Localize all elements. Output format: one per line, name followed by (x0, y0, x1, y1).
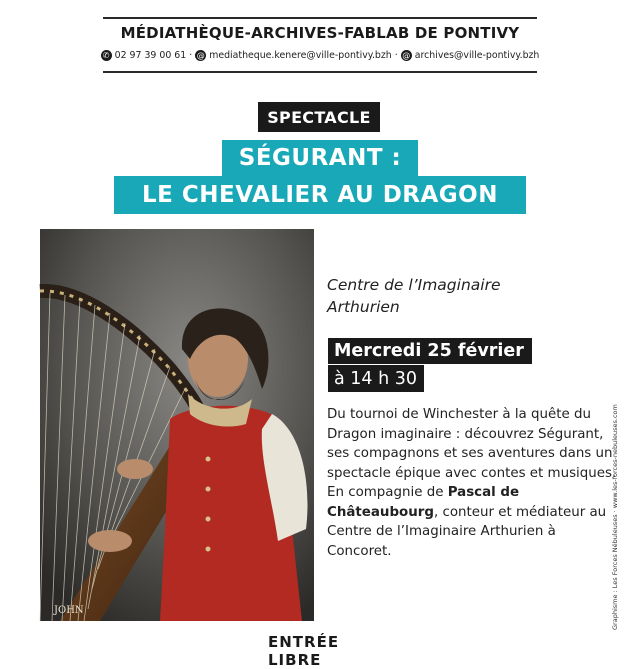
contact-separator: · (394, 50, 398, 61)
footer-cut-text (268, 632, 378, 669)
event-date: Mercredi 25 février (328, 338, 532, 364)
organization-name: MÉDIATHÈQUE-ARCHIVES-FABLAB DE PONTIVY (120, 24, 520, 42)
photo-watermark: JOHN (54, 605, 84, 616)
design-credit (603, 404, 623, 630)
performer-photo (40, 229, 314, 621)
event-time: à 14 h 30 (328, 365, 424, 392)
phone-icon: ✆ (101, 50, 112, 61)
event-description (327, 405, 617, 561)
description-intro: Du tournoi de Winchester à la quête du Dragon imaginaire : découvrez Ségurant, ses compagnons et ses aventures dans un spectacle épique avec contes et musiques. En compagnie de (327, 407, 617, 500)
contact-separator: · (189, 50, 193, 61)
description-outro: , conteur et médiateur au Centre de l’Imaginaire Arthurien à Concoret. (327, 504, 607, 559)
phone-contact[interactable] (101, 50, 187, 61)
header-top-rule (103, 17, 537, 19)
event-title-line-1: SÉGURANT : (222, 140, 418, 176)
category-badge: SPECTACLE (258, 102, 380, 132)
email-icon: @ (196, 50, 205, 60)
phone-number: 02 97 39 00 61 (114, 50, 187, 61)
archives-email: archives@ville-pontivy.bzh (414, 50, 540, 61)
archives-email-contact[interactable] (401, 50, 540, 61)
venue-line-2: Arthurien (327, 298, 400, 316)
header-bottom-rule (103, 71, 537, 73)
design-credit-text: Graphisme : Les Forces Nébuleuses · www.les-forces-nebuleuses.com (611, 404, 619, 630)
venue-line-1: Centre de l’Imaginaire (327, 276, 501, 294)
contact-line (102, 50, 540, 61)
mediatheque-email: mediatheque.kenere@ville-pontivy.bzh (209, 50, 392, 61)
footer-partial-label: ENTRÉE LIBRE (268, 633, 340, 669)
email-icon: @ (402, 50, 411, 60)
event-venue (327, 274, 567, 318)
performer-name: Pascal de Châteaubourg (327, 485, 520, 520)
mediatheque-email-contact[interactable] (195, 50, 392, 61)
event-title-line-2: LE CHEVALIER AU DRAGON (114, 176, 526, 214)
